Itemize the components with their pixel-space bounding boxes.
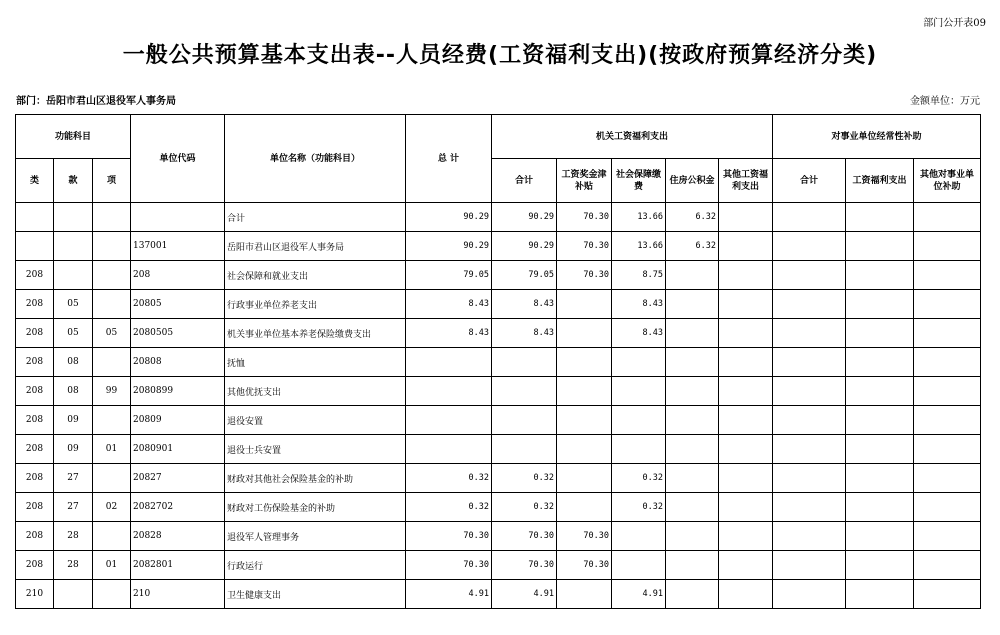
cell-sy-subtotal — [773, 551, 846, 580]
cell-xiang — [93, 464, 131, 493]
header-unit-code: 单位代码 — [131, 115, 225, 203]
cell-jg-subtotal: 70.30 — [492, 551, 557, 580]
cell-code: 2080899 — [131, 377, 225, 406]
header-jg-housing: 住房公积金 — [666, 159, 719, 203]
header-sy-welfare: 工资福利支出 — [846, 159, 914, 203]
cell-jg-salary — [557, 290, 612, 319]
table-row — [16, 348, 981, 377]
cell-xiang: 05 — [93, 319, 131, 348]
table-row — [16, 232, 981, 261]
cell-code: 20828 — [131, 522, 225, 551]
cell-code: 2080505 — [131, 319, 225, 348]
cell-total: 8.43 — [406, 319, 492, 348]
header-jg-other: 其他工资福利支出 — [719, 159, 773, 203]
cell-code: 2082801 — [131, 551, 225, 580]
cell-kuan: 27 — [54, 464, 93, 493]
cell-jg-salary: 70.30 — [557, 522, 612, 551]
cell-jg-housing — [666, 551, 719, 580]
cell-xiang — [93, 203, 131, 232]
cell-total: 90.29 — [406, 232, 492, 261]
cell-xiang — [93, 348, 131, 377]
cell-name: 岳阳市君山区退役军人事务局 — [225, 232, 406, 261]
cell-jg-housing — [666, 580, 719, 609]
cell-lei: 208 — [16, 464, 54, 493]
cell-jg-other — [719, 522, 773, 551]
cell-lei: 208 — [16, 261, 54, 290]
cell-jg-other — [719, 435, 773, 464]
cell-sy-subtotal — [773, 261, 846, 290]
cell-kuan — [54, 232, 93, 261]
cell-jg-salary: 70.30 — [557, 261, 612, 290]
cell-sy-subtotal — [773, 493, 846, 522]
cell-kuan: 08 — [54, 377, 93, 406]
cell-jg-salary — [557, 493, 612, 522]
cell-sy-other — [914, 580, 981, 609]
cell-name: 财政对工伤保险基金的补助 — [225, 493, 406, 522]
cell-sy-subtotal — [773, 464, 846, 493]
cell-sy-welfare — [846, 203, 914, 232]
cell-jg-salary — [557, 406, 612, 435]
cell-code: 210 — [131, 580, 225, 609]
cell-jg-salary: 70.30 — [557, 551, 612, 580]
cell-code: 20808 — [131, 348, 225, 377]
header-jg-subtotal: 合计 — [492, 159, 557, 203]
cell-jg-social: 13.66 — [612, 203, 666, 232]
header-total: 总 计 — [406, 115, 492, 203]
header-lei: 类 — [16, 159, 54, 203]
page-title: 一般公共预算基本支出表--人员经费(工资福利支出)(按政府预算经济分类) — [122, 43, 878, 68]
cell-sy-subtotal — [773, 319, 846, 348]
header-jg-group: 机关工资福利支出 — [492, 115, 773, 159]
cell-sy-subtotal — [773, 377, 846, 406]
header-sy-subtotal: 合计 — [773, 159, 846, 203]
cell-sy-other — [914, 348, 981, 377]
cell-jg-other — [719, 377, 773, 406]
cell-jg-other — [719, 319, 773, 348]
cell-jg-salary — [557, 435, 612, 464]
cell-total: 79.05 — [406, 261, 492, 290]
cell-sy-subtotal — [773, 522, 846, 551]
cell-total — [406, 435, 492, 464]
cell-jg-subtotal — [492, 406, 557, 435]
cell-sy-welfare — [846, 232, 914, 261]
cell-kuan: 27 — [54, 493, 93, 522]
cell-sy-welfare — [846, 435, 914, 464]
header-xiang: 项 — [93, 159, 131, 203]
cell-xiang — [93, 522, 131, 551]
cell-jg-social: 0.32 — [612, 493, 666, 522]
cell-sy-welfare — [846, 464, 914, 493]
cell-jg-social — [612, 348, 666, 377]
cell-jg-other — [719, 290, 773, 319]
cell-jg-housing: 6.32 — [666, 203, 719, 232]
cell-sy-other — [914, 377, 981, 406]
cell-jg-housing — [666, 406, 719, 435]
cell-jg-subtotal: 8.43 — [492, 319, 557, 348]
cell-sy-other — [914, 435, 981, 464]
table-row — [16, 203, 981, 232]
cell-xiang: 01 — [93, 435, 131, 464]
cell-sy-subtotal — [773, 232, 846, 261]
cell-total: 0.32 — [406, 464, 492, 493]
cell-xiang — [93, 290, 131, 319]
cell-name: 合计 — [225, 203, 406, 232]
expenditure-table — [15, 114, 981, 609]
cell-code: 20805 — [131, 290, 225, 319]
header-kuan: 款 — [54, 159, 93, 203]
cell-name: 行政事业单位养老支出 — [225, 290, 406, 319]
cell-sy-subtotal — [773, 406, 846, 435]
header-jg-social: 社会保障缴费 — [612, 159, 666, 203]
cell-name: 社会保障和就业支出 — [225, 261, 406, 290]
header-func-group: 功能科目 — [16, 115, 131, 159]
cell-total: 90.29 — [406, 203, 492, 232]
table-number-label: 部门公开表09 — [923, 18, 986, 29]
cell-name: 退役安置 — [225, 406, 406, 435]
cell-total: 4.91 — [406, 580, 492, 609]
cell-sy-other — [914, 319, 981, 348]
cell-jg-subtotal: 79.05 — [492, 261, 557, 290]
table-row — [16, 319, 981, 348]
cell-lei — [16, 232, 54, 261]
cell-jg-subtotal: 0.32 — [492, 493, 557, 522]
cell-jg-other — [719, 406, 773, 435]
cell-name: 机关事业单位基本养老保险缴费支出 — [225, 319, 406, 348]
cell-jg-salary: 70.30 — [557, 203, 612, 232]
cell-sy-welfare — [846, 522, 914, 551]
cell-lei: 208 — [16, 348, 54, 377]
cell-kuan: 05 — [54, 290, 93, 319]
department-label: 部门：岳阳市君山区退役军人事务局 — [16, 96, 176, 107]
cell-jg-social: 8.43 — [612, 290, 666, 319]
cell-total: 8.43 — [406, 290, 492, 319]
cell-sy-other — [914, 261, 981, 290]
cell-lei: 208 — [16, 319, 54, 348]
cell-name: 卫生健康支出 — [225, 580, 406, 609]
cell-jg-housing — [666, 493, 719, 522]
cell-sy-other — [914, 232, 981, 261]
cell-jg-housing — [666, 319, 719, 348]
cell-jg-other — [719, 348, 773, 377]
cell-jg-subtotal: 70.30 — [492, 522, 557, 551]
cell-code — [131, 203, 225, 232]
table-row — [16, 493, 981, 522]
cell-jg-social: 0.32 — [612, 464, 666, 493]
header-unit-name: 单位名称（功能科目） — [225, 115, 406, 203]
cell-sy-welfare — [846, 348, 914, 377]
cell-xiang: 99 — [93, 377, 131, 406]
cell-lei: 208 — [16, 551, 54, 580]
cell-jg-other — [719, 493, 773, 522]
cell-jg-social — [612, 377, 666, 406]
cell-sy-welfare — [846, 319, 914, 348]
cell-jg-housing — [666, 377, 719, 406]
cell-kuan: 08 — [54, 348, 93, 377]
cell-code: 137001 — [131, 232, 225, 261]
cell-code: 208 — [131, 261, 225, 290]
cell-xiang — [93, 580, 131, 609]
cell-jg-subtotal: 90.29 — [492, 203, 557, 232]
cell-sy-welfare — [846, 493, 914, 522]
cell-jg-social: 8.43 — [612, 319, 666, 348]
cell-jg-social: 13.66 — [612, 232, 666, 261]
cell-name: 财政对其他社会保险基金的补助 — [225, 464, 406, 493]
cell-jg-other — [719, 580, 773, 609]
cell-sy-subtotal — [773, 203, 846, 232]
cell-kuan — [54, 261, 93, 290]
cell-jg-social: 4.91 — [612, 580, 666, 609]
cell-jg-other — [719, 203, 773, 232]
header-sy-group: 对事业单位经常性补助 — [773, 115, 981, 159]
cell-jg-salary — [557, 580, 612, 609]
cell-jg-housing — [666, 464, 719, 493]
cell-lei: 208 — [16, 493, 54, 522]
cell-xiang: 01 — [93, 551, 131, 580]
cell-lei: 208 — [16, 406, 54, 435]
cell-jg-salary — [557, 348, 612, 377]
cell-code: 20809 — [131, 406, 225, 435]
cell-sy-welfare — [846, 580, 914, 609]
table-row — [16, 551, 981, 580]
cell-code: 20827 — [131, 464, 225, 493]
cell-xiang — [93, 232, 131, 261]
amount-unit-label: 金额单位：万元 — [910, 96, 980, 107]
cell-sy-other — [914, 493, 981, 522]
cell-code: 2080901 — [131, 435, 225, 464]
cell-jg-housing — [666, 348, 719, 377]
cell-jg-subtotal: 4.91 — [492, 580, 557, 609]
cell-sy-subtotal — [773, 290, 846, 319]
cell-kuan: 28 — [54, 551, 93, 580]
cell-jg-social — [612, 551, 666, 580]
cell-lei — [16, 203, 54, 232]
cell-name: 抚恤 — [225, 348, 406, 377]
cell-kuan — [54, 203, 93, 232]
cell-jg-subtotal — [492, 377, 557, 406]
cell-sy-other — [914, 290, 981, 319]
cell-jg-housing: 6.32 — [666, 232, 719, 261]
cell-name: 行政运行 — [225, 551, 406, 580]
cell-jg-housing — [666, 435, 719, 464]
table-row — [16, 580, 981, 609]
table-row — [16, 406, 981, 435]
cell-sy-welfare — [846, 377, 914, 406]
cell-code: 2082702 — [131, 493, 225, 522]
cell-kuan: 05 — [54, 319, 93, 348]
cell-xiang: 02 — [93, 493, 131, 522]
cell-sy-other — [914, 406, 981, 435]
cell-total — [406, 377, 492, 406]
cell-total: 70.30 — [406, 551, 492, 580]
cell-lei: 208 — [16, 377, 54, 406]
cell-jg-housing — [666, 290, 719, 319]
cell-jg-social: 8.75 — [612, 261, 666, 290]
cell-jg-subtotal: 90.29 — [492, 232, 557, 261]
cell-jg-other — [719, 551, 773, 580]
cell-lei: 210 — [16, 580, 54, 609]
cell-kuan: 09 — [54, 406, 93, 435]
cell-sy-welfare — [846, 406, 914, 435]
header-jg-salary: 工资奖金津补贴 — [557, 159, 612, 203]
cell-jg-subtotal — [492, 435, 557, 464]
cell-kuan — [54, 580, 93, 609]
cell-xiang — [93, 406, 131, 435]
cell-name: 其他优抚支出 — [225, 377, 406, 406]
cell-name: 退役士兵安置 — [225, 435, 406, 464]
table-row — [16, 435, 981, 464]
cell-sy-subtotal — [773, 348, 846, 377]
cell-total — [406, 348, 492, 377]
cell-name: 退役军人管理事务 — [225, 522, 406, 551]
cell-jg-subtotal — [492, 348, 557, 377]
cell-jg-salary: 70.30 — [557, 232, 612, 261]
cell-jg-social — [612, 435, 666, 464]
cell-total: 0.32 — [406, 493, 492, 522]
cell-jg-social — [612, 522, 666, 551]
cell-sy-welfare — [846, 290, 914, 319]
cell-lei: 208 — [16, 290, 54, 319]
cell-sy-welfare — [846, 261, 914, 290]
cell-jg-salary — [557, 464, 612, 493]
cell-xiang — [93, 261, 131, 290]
cell-total: 70.30 — [406, 522, 492, 551]
cell-jg-housing — [666, 522, 719, 551]
cell-kuan: 09 — [54, 435, 93, 464]
cell-jg-social — [612, 406, 666, 435]
cell-jg-other — [719, 261, 773, 290]
table-row — [16, 261, 981, 290]
cell-jg-subtotal: 8.43 — [492, 290, 557, 319]
cell-sy-subtotal — [773, 435, 846, 464]
cell-jg-housing — [666, 261, 719, 290]
cell-kuan: 28 — [54, 522, 93, 551]
cell-sy-other — [914, 464, 981, 493]
cell-lei: 208 — [16, 435, 54, 464]
header-sy-other: 其他对事业单位补助 — [914, 159, 981, 203]
cell-jg-other — [719, 464, 773, 493]
cell-jg-subtotal: 0.32 — [492, 464, 557, 493]
cell-total — [406, 406, 492, 435]
cell-sy-other — [914, 522, 981, 551]
cell-jg-salary — [557, 319, 612, 348]
cell-lei: 208 — [16, 522, 54, 551]
table-row — [16, 290, 981, 319]
cell-sy-other — [914, 203, 981, 232]
cell-sy-other — [914, 551, 981, 580]
cell-jg-salary — [557, 377, 612, 406]
table-row — [16, 522, 981, 551]
table-row — [16, 464, 981, 493]
cell-jg-other — [719, 232, 773, 261]
cell-sy-subtotal — [773, 580, 846, 609]
cell-sy-welfare — [846, 551, 914, 580]
table-row — [16, 377, 981, 406]
